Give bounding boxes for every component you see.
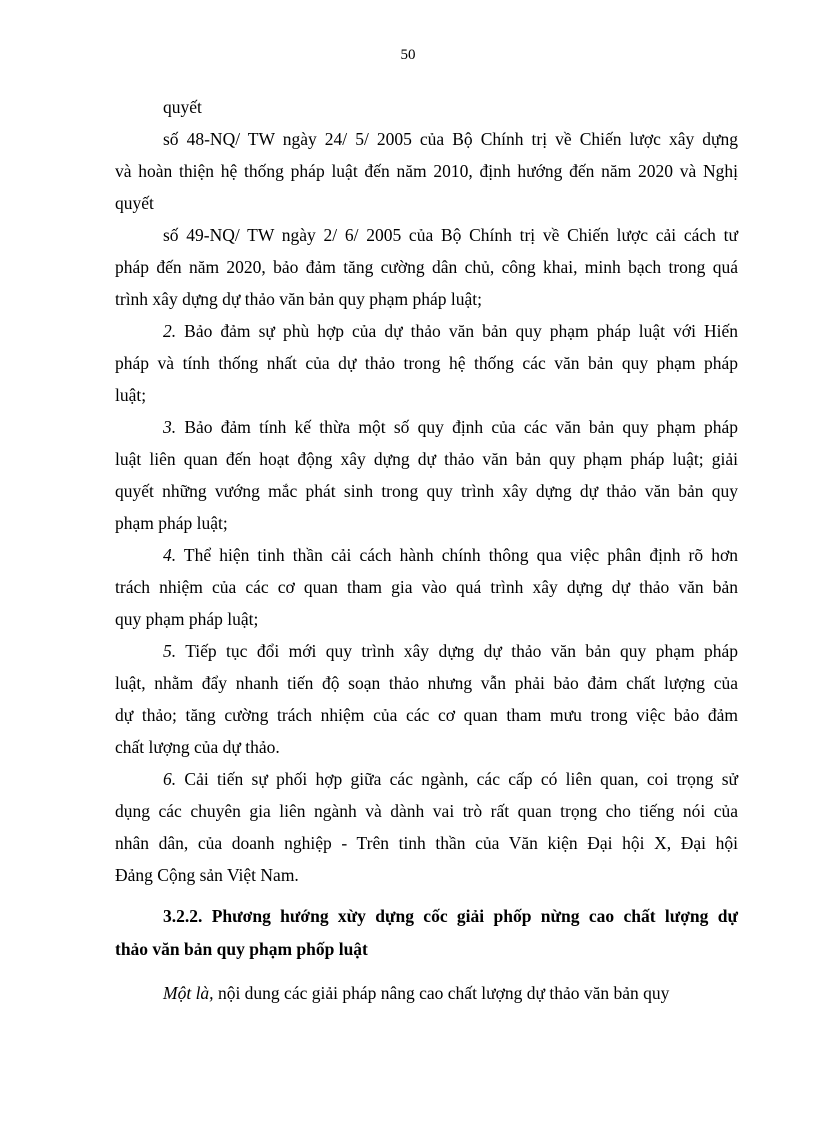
text-line: Đảng Cộng sản Việt Nam. bbox=[115, 865, 299, 885]
lead-phrase: Một là, bbox=[163, 983, 214, 1003]
text-line: chất lượng của dự thảo. bbox=[115, 737, 280, 757]
text-line: pháp và tính thống nhất của dự thảo trong hệ thống các văn bản quy phạm pháp bbox=[115, 353, 738, 373]
item-number: 6. bbox=[163, 769, 177, 789]
section-heading-continued: thảo văn bản quy phạm phốp luật bbox=[115, 939, 368, 959]
text-line: quy phạm pháp luật; bbox=[115, 609, 259, 629]
text-line: luật liên quan đến hoạt động xây dựng dự thảo văn bản quy phạm pháp luật; giải bbox=[115, 449, 738, 469]
list-item-4 bbox=[163, 544, 738, 566]
item-number: 4. bbox=[163, 545, 177, 565]
text-line: quyết bbox=[163, 97, 202, 117]
text-line: quyết những vướng mắc phát sinh trong quy trình xây dựng dự thảo văn bản quy bbox=[115, 481, 738, 501]
text-line: trách nhiệm của các cơ quan tham gia vào quá trình xây dựng dự thảo văn bản bbox=[115, 577, 738, 597]
item-number: 3. bbox=[163, 417, 177, 437]
text-line: luật, nhằm đẩy nhanh tiến độ soạn thảo nhưng vẫn phải bảo đảm chất lượng của bbox=[115, 673, 738, 693]
text-line: phạm pháp luật; bbox=[115, 513, 228, 533]
list-item-3 bbox=[163, 416, 738, 438]
text-line: số 49-NQ/ TW ngày 2/ 6/ 2005 của Bộ Chính trị về Chiến lược cải cách tư bbox=[163, 225, 738, 245]
text-line: quyết bbox=[115, 193, 154, 213]
text-line: trình xây dựng dự thảo văn bản quy phạm pháp luật; bbox=[115, 289, 482, 309]
text-line: pháp đến năm 2020, bảo đảm tăng cường dân chủ, công khai, minh bạch trong quá bbox=[115, 257, 738, 277]
text-line: và hoàn thiện hệ thống pháp luật đến năm 2010, định hướng đến năm 2020 và Nghị bbox=[115, 161, 738, 181]
text-line: dự thảo; tăng cường trách nhiệm của các cơ quan tham mưu trong việc bảo đảm bbox=[115, 705, 738, 725]
item-text: Cải tiến sự phối hợp giữa các ngành, các cấp có liên quan, coi trọng sử bbox=[176, 769, 738, 789]
item-number: 2. bbox=[163, 321, 177, 341]
list-item-6 bbox=[163, 768, 738, 790]
text-line: số 48-NQ/ TW ngày 24/ 5/ 2005 của Bộ Chính trị về Chiến lược xây dựng bbox=[163, 129, 738, 149]
paragraph-lead bbox=[163, 982, 669, 1004]
text-line: luật; bbox=[115, 385, 147, 405]
item-text: Thể hiện tinh thần cải cách hành chính thông qua việc phân định rõ hơn bbox=[176, 545, 738, 565]
item-text: Bảo đảm tính kế thừa một số quy định của các văn bản quy phạm pháp bbox=[176, 417, 738, 437]
lead-text: nội dung các giải pháp nâng cao chất lượng dự thảo văn bản quy bbox=[213, 983, 670, 1003]
page-number: 50 bbox=[400, 47, 416, 63]
item-text: Tiếp tục đổi mới quy trình xây dựng dự thảo văn bản quy phạm pháp bbox=[176, 641, 738, 661]
list-item-5 bbox=[163, 640, 738, 662]
section-heading: 3.2.2. Phương hướng xừy dựng cốc giải phốp nừng cao chất lượng dự bbox=[163, 906, 738, 926]
text-line: dụng các chuyên gia liên ngành và dành vai trò rất quan trọng cho tiếng nói của bbox=[115, 801, 738, 821]
item-text: Bảo đảm sự phù hợp của dự thảo văn bản quy phạm pháp luật với Hiến bbox=[176, 321, 738, 341]
item-number: 5. bbox=[163, 641, 177, 661]
text-line: nhân dân, của doanh nghiệp - Trên tinh thần của Văn kiện Đại hội X, Đại hội bbox=[115, 833, 738, 853]
list-item-2 bbox=[163, 320, 738, 342]
